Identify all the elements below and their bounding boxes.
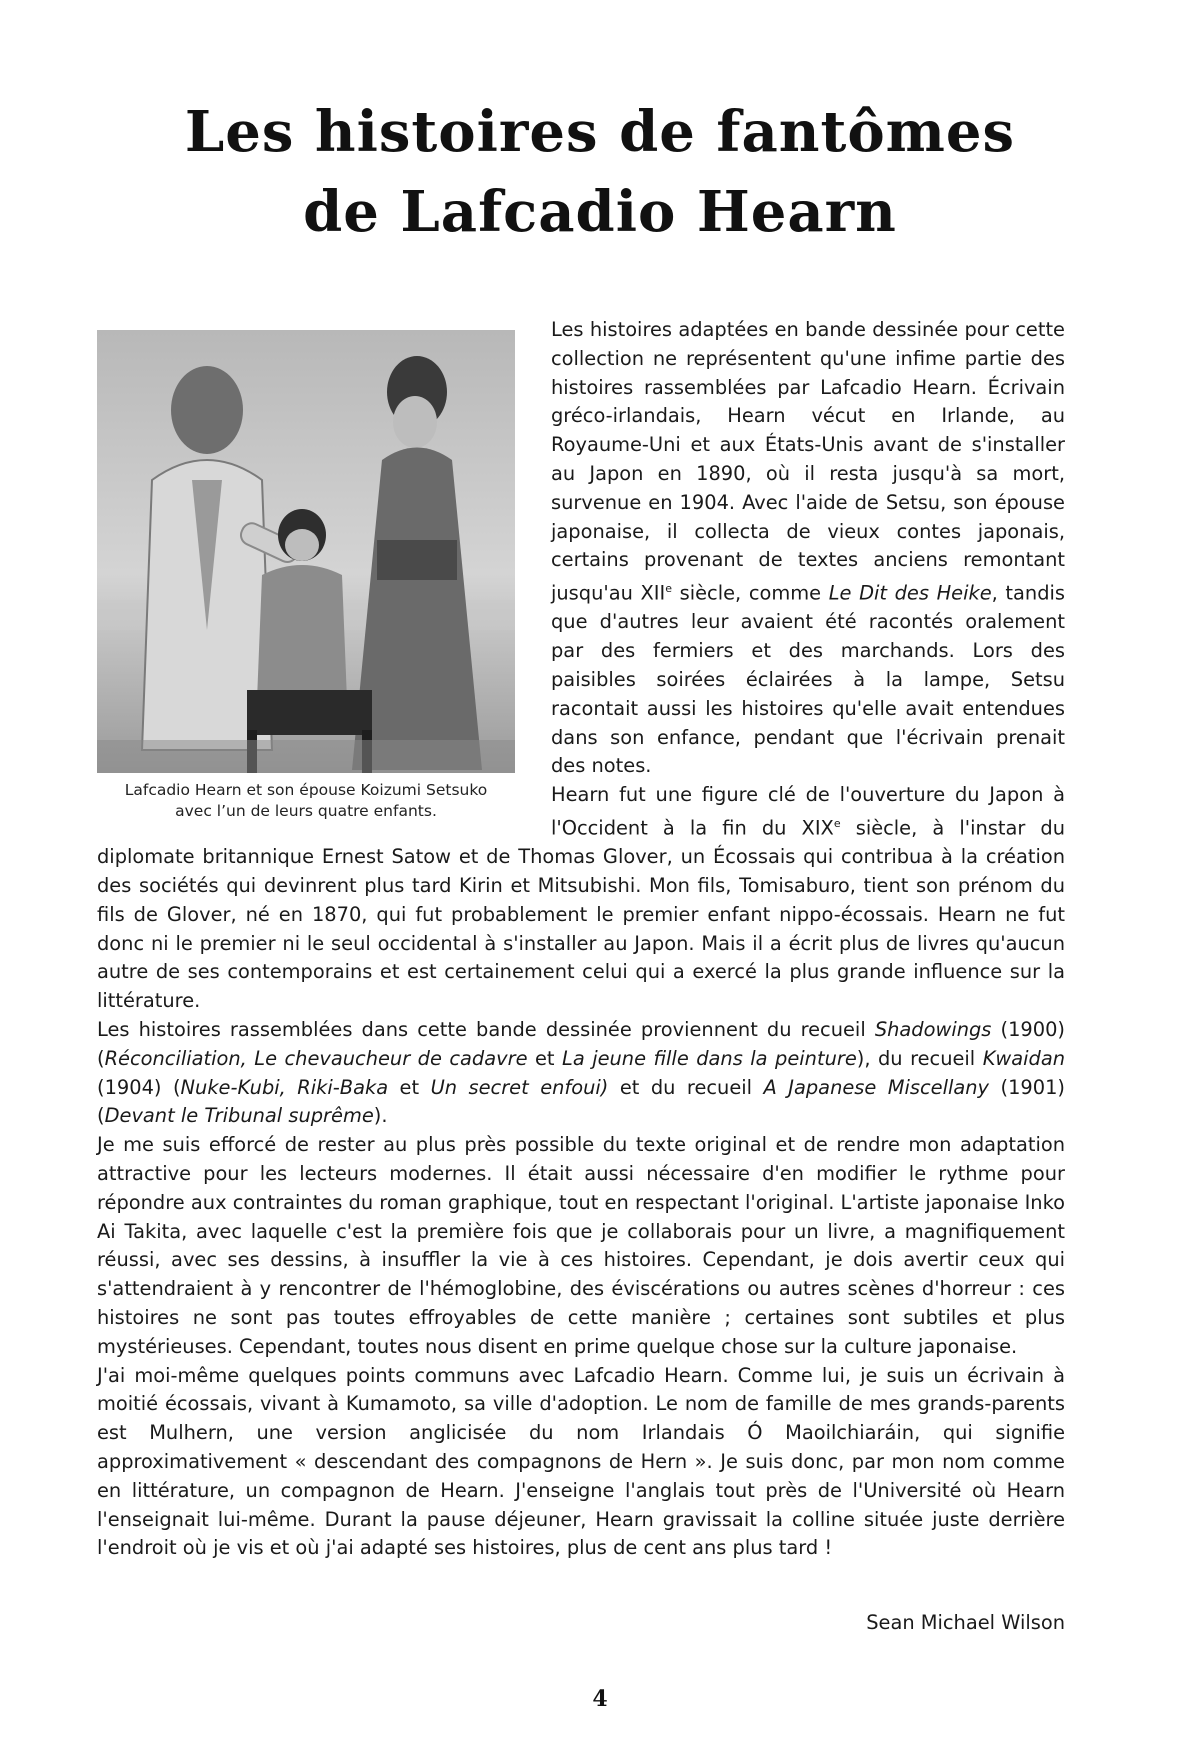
paragraph-3: Les histoires rassemblées dans cette bande dessinée proviennent du recueil Shadowings (1900) (Réconciliation, Le chevaucheur de cadavre et La jeune fille dans la peinture), du recueil Kwaidan (1904) (Nuke-Kubi, Riki-Baka et Un secret enfoui) et du recueil A Japanese Miscellany (1901) (Devant le Tribunal suprême). [97,1018,1066,1128]
author-signature: Sean Michael Wilson [866,1611,1065,1634]
paragraph-1: Les histoires adaptées en bande dessinée pour cette collection ne représentent qu'une infime partie des histoires rassemblées par Lafcadio Hearn. Écrivain gréco-irlandais, Hearn vécut en Irlande, au Royaume-Uni et aux États-Unis avant de s'installer au Japon en 1890, où il resta jusqu'à sa mort, survenue en 1904. Avec l'aide de Setsu, son épouse japonaise, il collecta de vieux contes japonais, certains provenant de textes anciens remontant jusqu'au XIIe siècle, comme Le Dit des Heike, tandis que d'autres leur avaient été racontés oralement par des fermiers et des marchands. Lors des paisibles soirées éclairées à la lampe, Setsu racontait aussi les histoires qu'elle avait entendues dans son enfance, pendant que l'écrivain prenait des notes. [551,318,1066,778]
photo-space [97,316,551,840]
caption-line-2: avec l’un de leurs quatre enfants. [175,802,437,820]
paragraph-5: J'ai moi-même quelques points communs avec Lafcadio Hearn. Comme lui, je suis un écrivain à moitié écossais, vivant à Kumamoto, sa ville d'adoption. Le nom de famille de mes grands-parents est Mulhern, une version anglicisée du nom Irlandais Ó Maoilchiaráin, qui signifie approximativement « descendant des compagnons de Hern ». Je suis donc, par mon nom comme en littérature, un compagnon de Hearn. J'enseigne l'anglais tout près de l'Université où Hearn l'enseignait lui-même. Durant la pause déjeuner, Hearn gravissait la colline située juste derrière l'endroit où je vis et où j'ai adapté ses histoires, plus de cent ans plus tard ! [97,1363,1065,1560]
page-title [0,92,1200,252]
article-body [97,316,1065,1563]
page-number: 4 [592,1686,608,1712]
title-line-2: de Lafcadio Hearn [303,179,897,245]
caption-line-1: Lafcadio Hearn et son épouse Koizumi Setsuko [124,781,488,799]
paragraph-2: Hearn fut une figure clé de l'ouverture du Japon à l'Occident à la fin du XIXe siècle, à l'instar du diplomate britannique Ernest Satow et de Thomas Glover, un Écossais qui contribua à la création des sociétés qui devinrent plus tard Kirin et Mitsubishi. Mon fils, Tomisaburo, tient son prénom du fils de Glover, né en 1870, qui fut probablement le premier enfant nippo-écossais. Hearn ne fut donc ni le premier ni le seul occidental à s'installer au Japon. Mais il a écrit plus de livres qu'aucun autre de ses contemporains et est certainement celui qui a exercé la plus grande influence sur la littérature. [97,783,1065,1013]
title-line-1: Les histoires de fantômes [184,99,1016,165]
paragraph-4: Je me suis efforcé de rester au plus près possible du texte original et de rendre mon adaptation attractive pour les lecteurs modernes. Il était aussi nécessaire d'en modifier le rythme pour répondre aux contraintes du roman graphique, tout en respectant l'original. L'artiste japonaise Inko Ai Takita, avec laquelle c'est la première fois que je collaborais pour un livre, a magnifiquement réussi, avec ses dessins, à insuffler la vie à ces histoires. Cependant, je dois avertir ceux qui s'attendraient à y rencontrer de l'hémoglobine, des éviscérations ou autres scènes d'horreur : ces histoires ne sont pas toutes effroyables de cette manière ; certaines sont subtiles et plus mystérieuses. Cependant, toutes nous disent en prime quelque chose sur la culture japonaise. [97,1133,1065,1358]
